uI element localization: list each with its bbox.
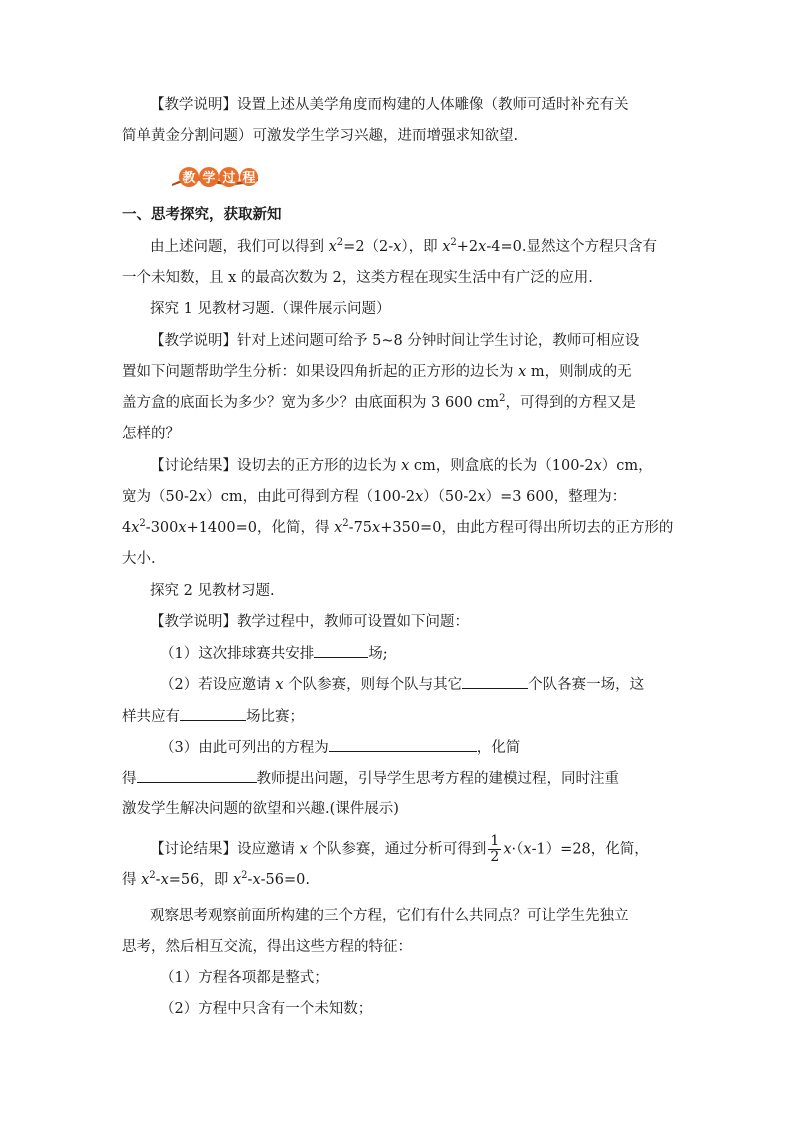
paragraph-line: 探究 1 见教材习题.（课件展示问题） — [150, 301, 391, 317]
banner-swoosh-icon — [172, 166, 258, 188]
list-item: （1）方程各项都是整式； — [160, 970, 329, 986]
banner-char: 程 — [242, 171, 256, 186]
paragraph-line: 观察思考观察前面所构建的三个方程，它们有什么共同点？可让学生先独立 — [150, 908, 629, 924]
paragraph-line: 盖方盒的底面长为多少？宽为多少？由底面积为 3 600 $cm^2$，可得到的方程又是 — [122, 393, 636, 411]
paragraph-line: 【教学说明】设置上述从美学角度而构建的人体雕像（教师可适时补充有关 — [150, 97, 629, 113]
question-line: 样共应有 场比赛； — [122, 706, 304, 727]
question-line: （2）若设应邀请 x 个队参赛，则每个队与其它 个队各赛一场，这 — [160, 674, 644, 695]
answer-blank — [137, 768, 257, 783]
paragraph-line: 宽为（50-2x）cm，由此可得到方程（100-2x）（50-2x）=3 600，整理为： — [122, 489, 627, 505]
paragraph-line: 大小. — [122, 551, 156, 567]
question-line: 得 教师提出问题，引导学生思考方程的建模过程，同时注重 — [122, 768, 619, 789]
paragraph-line: 激发学生解决问题的欲望和兴趣.(课件展示) — [122, 801, 399, 817]
paragraph-line: 【教学说明】教学过程中，教师可设置如下问题： — [150, 614, 469, 630]
section-banner — [172, 166, 258, 188]
fraction-one-half: $\frac{1}{2}$ — [490, 833, 500, 865]
answer-blank — [180, 706, 246, 721]
question-line: （1）这次排球赛共安排 场; — [160, 643, 388, 664]
banner-char: 学 — [202, 171, 216, 186]
paragraph-line: 由上述问题，我们可以得到 $x^2=2(2-x)$，即 $x^2+2x-4=0$.显然这个方程只含有 — [150, 237, 657, 255]
answer-blank — [462, 674, 528, 689]
banner-char: 过 — [222, 171, 236, 186]
paragraph-line: 【教学说明】针对上述问题可给予 5~8 分钟时间让学生讨论，教师可相应设 — [150, 333, 640, 349]
paragraph-line: 【讨论结果】设切去的正方形的边长为 x cm，则盒底的长为（100-2x）cm， — [150, 458, 653, 474]
paragraph-line: 【讨论结果】设应邀请 x 个队参赛，通过分析可得到 $\frac{1}{2}$ x·（x-1）=28，化简， — [150, 833, 649, 865]
answer-blank — [329, 737, 477, 752]
paragraph-line: $4x^2-300x+1400=0$，化简，得 $x^2-75x+350=0$，由此方程可得出所切去的正方形的 — [122, 518, 674, 536]
list-item: （2）方程中只含有一个未知数； — [160, 1001, 373, 1017]
paragraph-line: 得 $x^2-x=56$，即 $x^2-x-56=0$. — [122, 870, 310, 888]
banner-char: 教 — [182, 171, 196, 186]
paragraph-line: 一个未知数，且 x 的最高次数为 2，这类方程在现实生活中有广泛的应用. — [122, 270, 593, 286]
paragraph-line: 简单黄金分割问题）可激发学生学习兴趣，进而增强求知欲望. — [122, 128, 519, 144]
paragraph-line: 置如下问题帮助学生分析：如果设四角折起的正方形的边长为 x m，则制成的无 — [122, 364, 632, 380]
paragraph-line: 怎样的？ — [122, 426, 180, 442]
question-line: （3）由此可列出的方程为 ，化简 — [160, 737, 520, 758]
paragraph-line: 思考，然后相互交流，得出这些方程的特征： — [122, 939, 412, 955]
answer-blank — [314, 643, 368, 658]
paragraph-line: 探究 2 见教材习题. — [150, 583, 275, 599]
section-heading: 一、思考探究，获取新知 — [122, 206, 282, 223]
